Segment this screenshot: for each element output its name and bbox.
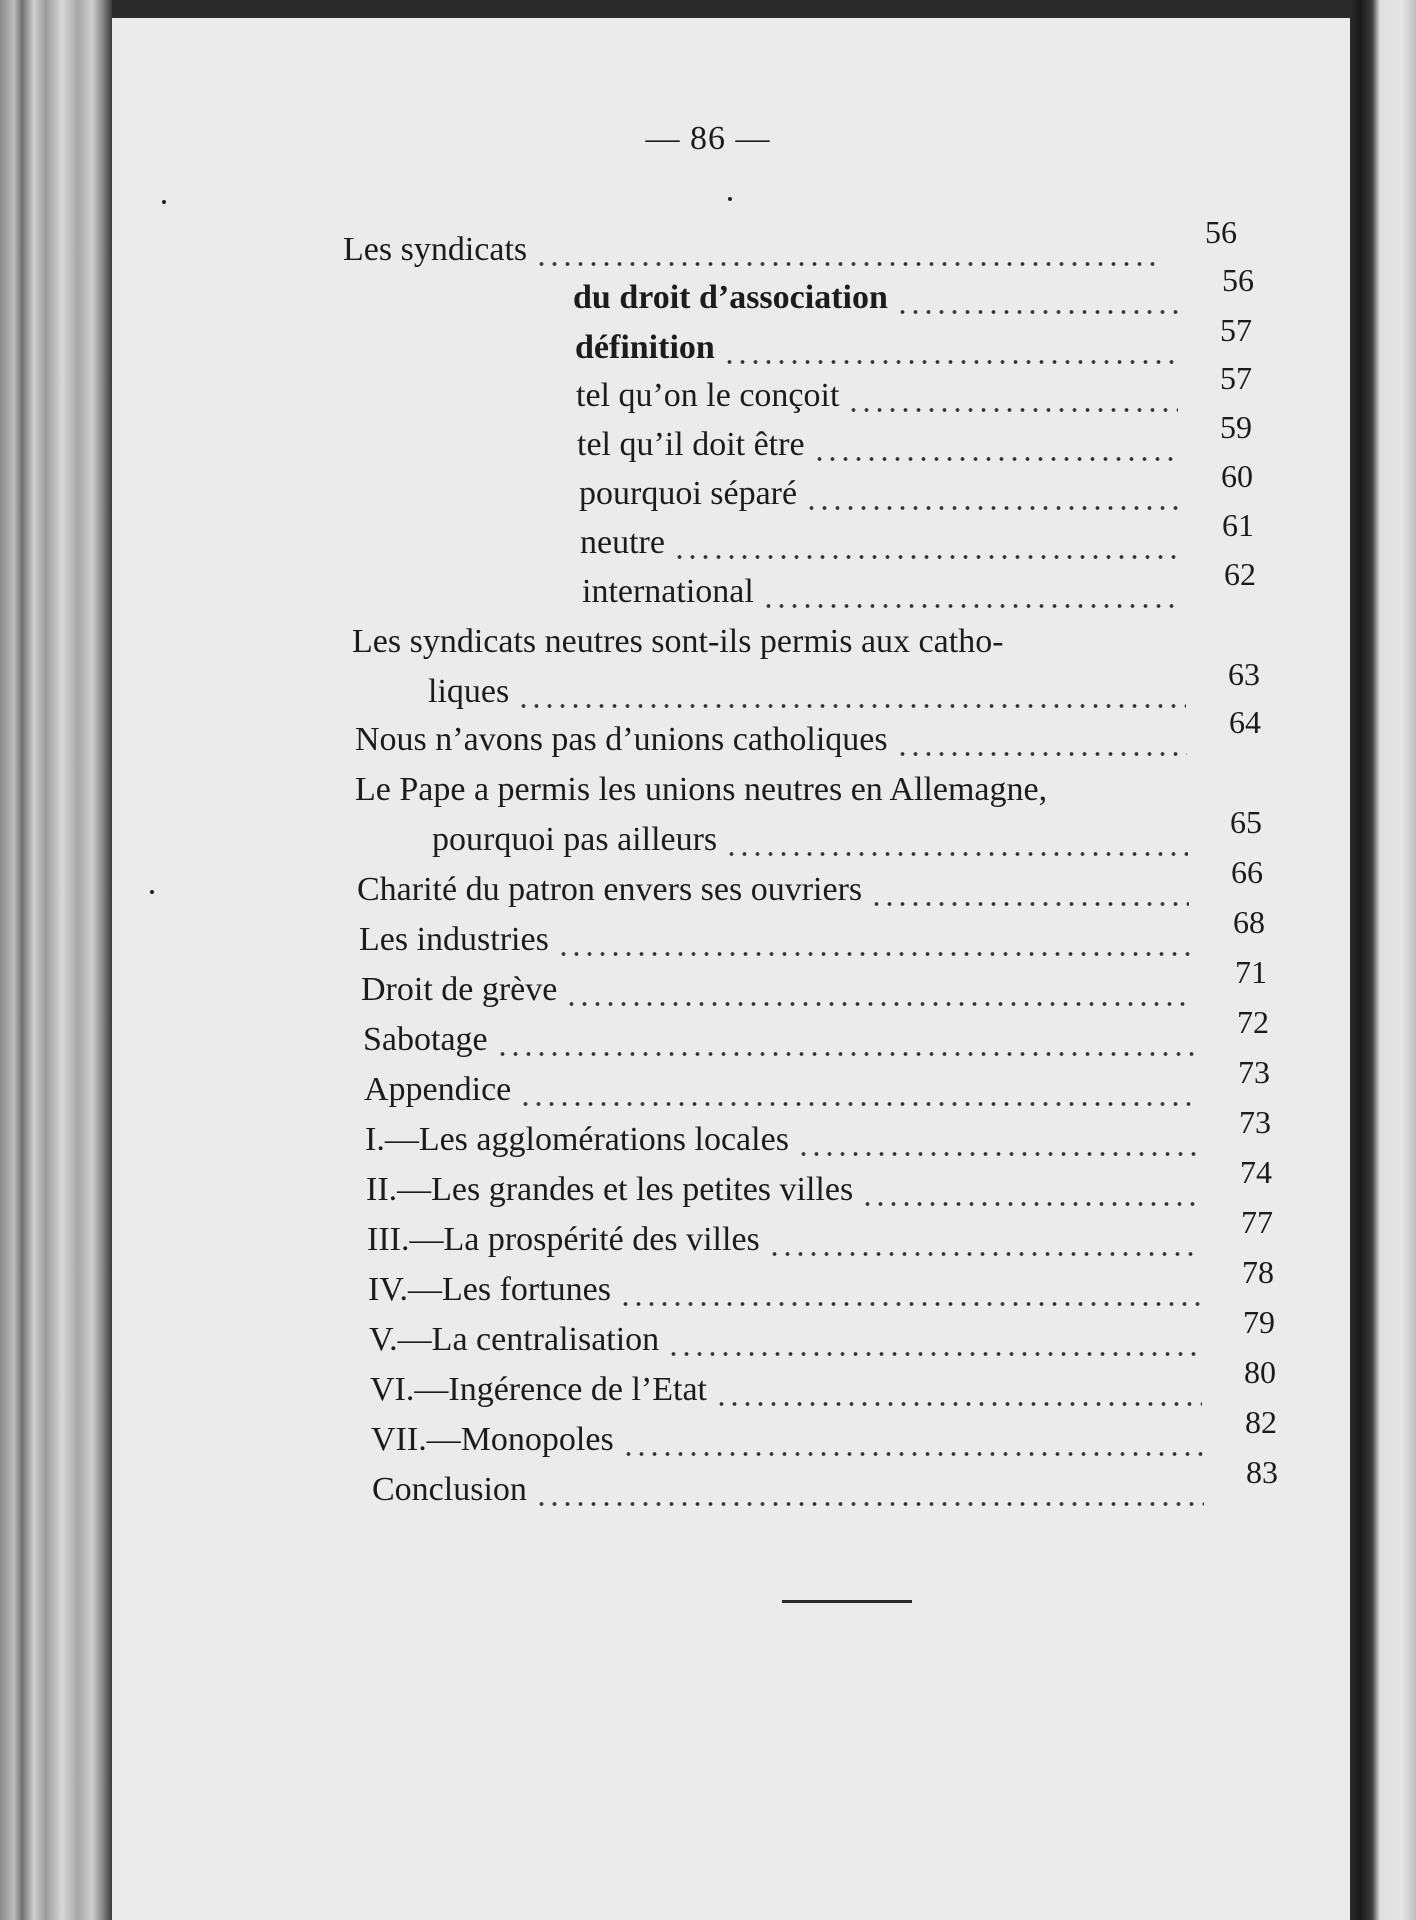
toc-entry-title: Les syndicats [343, 231, 528, 268]
toc-entry-page: 79 [1243, 1304, 1275, 1340]
page-number: — 86 — [645, 120, 771, 157]
toc-entry-title: Appendice [364, 1071, 512, 1108]
toc-entry-lead-line: Les syndicats neutres sont-ils permis aux catho- [352, 623, 1004, 660]
dot-leader [565, 968, 1193, 1012]
toc-entry-title: liques [428, 673, 510, 710]
toc-entry [357, 854, 1263, 912]
toc-entry [364, 1054, 1270, 1112]
toc-entry-title: II.—Les grandes et les petites villes [366, 1171, 854, 1208]
toc-entry [428, 656, 1260, 714]
toc-entry-page: 77 [1241, 1204, 1273, 1240]
dot-leader [847, 374, 1178, 418]
toc-entry [368, 1254, 1274, 1312]
toc-entry-page: 57 [1220, 360, 1252, 396]
dot-leader [619, 1268, 1200, 1312]
toc-entry-page: 73 [1239, 1104, 1271, 1140]
toc-entry-title: tel qu’il doit être [577, 426, 805, 463]
dot-leader [723, 326, 1178, 370]
dot-leader [496, 1018, 1195, 1062]
toc-entry-title: pourquoi pas ailleurs [432, 821, 718, 858]
toc-entry [359, 904, 1265, 962]
toc-entry-title: V.—La centralisation [369, 1321, 660, 1358]
toc-entry-page: 72 [1237, 1004, 1269, 1040]
toc-entry [573, 262, 1254, 320]
toc-entry [575, 312, 1252, 370]
dot-leader [519, 1068, 1196, 1112]
toc-entry-page: 56 [1205, 214, 1237, 250]
toc-entry-page: 65 [1230, 804, 1262, 840]
toc-entry-page: 63 [1228, 656, 1260, 692]
toc-entry-page: 62 [1224, 556, 1256, 592]
toc-entry-title: Nous n’avons pas d’unions catholiques [355, 721, 888, 758]
toc-entry [580, 507, 1254, 565]
toc-entry [365, 1104, 1271, 1162]
dot-leader [861, 1168, 1198, 1212]
dot-leader [797, 1118, 1197, 1162]
dot-leader [762, 570, 1182, 614]
dot-leader [715, 1368, 1202, 1412]
dot-leader [667, 1318, 1201, 1362]
dot-leader [517, 670, 1186, 714]
toc-entry-title: III.—La prospérité des villes [367, 1221, 760, 1258]
toc-entry-page: 78 [1242, 1254, 1274, 1290]
dot-leader [535, 1468, 1204, 1512]
toc-entry-lead-line: Le Pape a permis les unions neutres en Allemagne, [355, 771, 1048, 808]
toc-entry-page: 80 [1244, 1354, 1276, 1390]
dot-leader [622, 1418, 1203, 1462]
toc-entry-page: 56 [1222, 262, 1254, 298]
dot-leader [896, 276, 1180, 320]
dot-leader [557, 918, 1191, 962]
toc-entry-page: 83 [1246, 1454, 1278, 1490]
toc-entry-title: Les industries [359, 921, 549, 958]
toc-entry-page: 59 [1220, 409, 1252, 445]
toc-entry [582, 556, 1256, 614]
toc-entry [371, 1404, 1277, 1462]
toc-entry-title: du droit d’association [573, 279, 888, 316]
toc-entry-title: VI.—Ingérence de l’Etat [370, 1371, 707, 1408]
toc-entry [432, 804, 1262, 862]
toc-entry [355, 704, 1261, 762]
toc-entry-page: 66 [1231, 854, 1263, 890]
toc-entry-title: tel qu’on le conçoit [576, 377, 840, 414]
toc-entry-page: 82 [1245, 1404, 1277, 1440]
toc-entry-title: Charité du patron envers ses ouvriers [357, 871, 863, 908]
toc-entry-page: 68 [1233, 904, 1265, 940]
dot-leader [535, 228, 1163, 272]
end-rule [782, 1600, 912, 1603]
toc-entry-title: Sabotage [363, 1021, 488, 1058]
toc-entry-page: 71 [1235, 954, 1267, 990]
toc-entry-title: Conclusion [372, 1471, 527, 1508]
toc-entry [579, 458, 1253, 516]
toc-entry-title: définition [575, 329, 715, 366]
toc-entry-title: Droit de grève [361, 971, 558, 1008]
toc-entry-title: pourquoi séparé [579, 475, 798, 512]
toc-entry [366, 1154, 1272, 1212]
toc-entry [369, 1304, 1275, 1362]
dot-leader [870, 868, 1189, 912]
toc-entry-page: 64 [1229, 704, 1261, 740]
toc-entry [372, 1454, 1278, 1512]
dot-leader [673, 521, 1180, 565]
toc-entry-page: 57 [1220, 312, 1252, 348]
dot-leader [768, 1218, 1199, 1262]
toc-entry-title: neutre [580, 524, 665, 561]
toc-entry-page: 60 [1221, 458, 1253, 494]
dot-leader [725, 818, 1188, 862]
toc-entry-page: 74 [1240, 1154, 1272, 1190]
toc-entry [343, 214, 1237, 272]
toc-entry-title: VII.—Monopoles [371, 1421, 614, 1458]
toc-entry [370, 1354, 1276, 1412]
toc-entry-title: I.—Les agglomérations locales [365, 1121, 789, 1158]
dot-leader [805, 472, 1179, 516]
dot-leader [896, 718, 1187, 762]
toc-entry [361, 954, 1267, 1012]
toc-entry-title: IV.—Les fortunes [368, 1271, 611, 1308]
toc-entry [363, 1004, 1269, 1062]
toc-entry [576, 360, 1252, 418]
toc-entry [577, 409, 1252, 467]
toc-entry [367, 1204, 1273, 1262]
toc-entry-page: 73 [1238, 1054, 1270, 1090]
dot-leader [813, 423, 1178, 467]
toc-entry-page: 61 [1222, 507, 1254, 543]
toc-entry-title: international [582, 573, 754, 610]
